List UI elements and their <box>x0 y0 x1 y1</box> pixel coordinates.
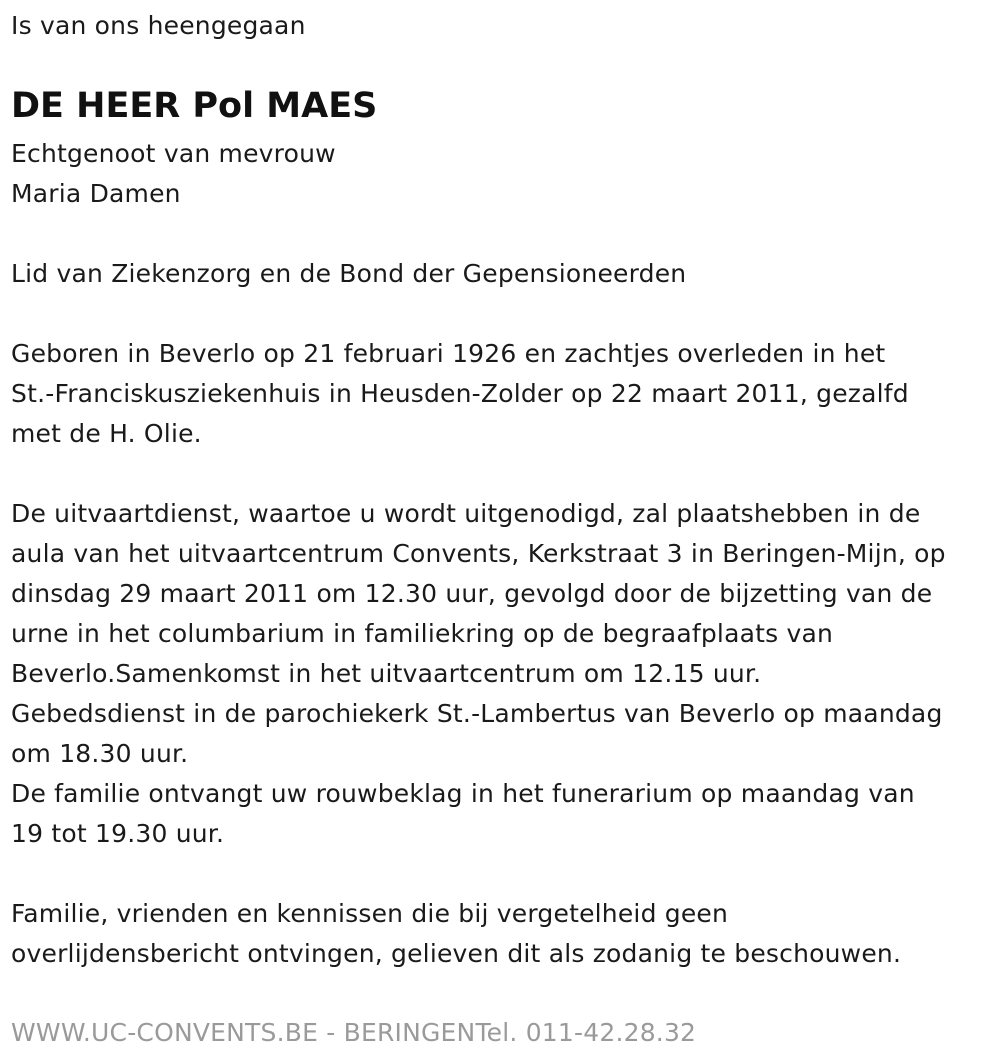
birth-death-line: St.-Franciskusziekenhuis in Heusden-Zolder op 22 maart 2011, gezalfd <box>11 379 909 408</box>
footer-contact: WWW.UC-CONVENTS.BE - BERINGENTel. 011-42.28.32 <box>11 1018 697 1047</box>
birth-death-line: Geboren in Beverlo op 21 februari 1926 en zachtjes overleden in het <box>11 339 886 368</box>
funeral-line: 19 tot 19.30 uur. <box>11 819 225 848</box>
funeral-line: Gebedsdienst in de parochiekerk St.-Lambertus van Beverlo op maandag <box>11 699 943 728</box>
membership-line: Lid van Ziekenzorg en de Bond der Gepensioneerden <box>11 259 687 288</box>
notice-line: overlijdensbericht ontvingen, gelieven dit als zodanig te beschouwen. <box>11 939 902 968</box>
funeral-line: dinsdag 29 maart 2011 om 12.30 uur, gevolgd door de bijzetting van de <box>11 579 933 608</box>
funeral-line: De familie ontvangt uw rouwbeklag in het funerarium op maandag van <box>11 779 915 808</box>
funeral-line: urne in het columbarium in familiekring op de begraafplaats van <box>11 619 834 648</box>
funeral-line: om 18.30 uur. <box>11 739 189 768</box>
funeral-line: De uitvaartdienst, waartoe u wordt uitgenodigd, zal plaatshebben in de <box>11 499 921 528</box>
funeral-line: Beverlo.Samenkomst in het uitvaartcentrum om 12.15 uur. <box>11 659 762 688</box>
intro-text: Is van ons heengegaan <box>11 11 306 40</box>
birth-death-line: met de H. Olie. <box>11 419 202 448</box>
spouse-line: Echtgenoot van mevrouw <box>11 139 336 168</box>
notice-section <box>11 894 901 974</box>
birth-death-section <box>11 334 909 454</box>
deceased-name: DE HEER Pol MAES <box>11 86 378 126</box>
funeral-line: aula van het uitvaartcentrum Convents, Kerkstraat 3 in Beringen-Mijn, op <box>11 539 946 568</box>
spouse-name: Maria Damen <box>11 179 181 208</box>
spouse-section <box>11 134 336 214</box>
membership-section <box>11 254 686 294</box>
notice-line: Familie, vrienden en kennissen die bij vergetelheid geen <box>11 899 729 928</box>
funeral-section <box>11 494 946 854</box>
